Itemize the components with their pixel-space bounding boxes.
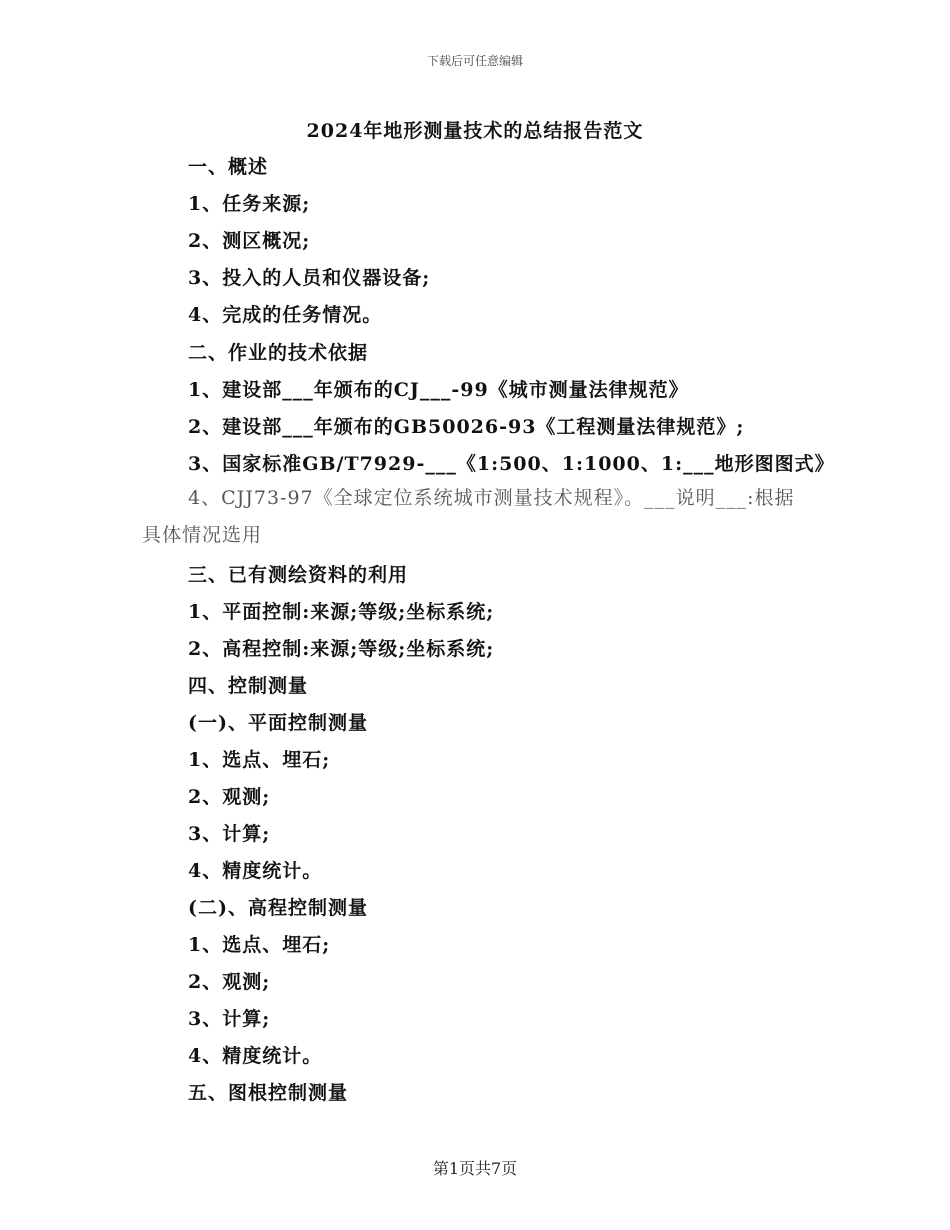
section-heading-map-root-control: 五、图根控制测量 [188, 1082, 349, 1104]
body-paragraph: 4、CJJ73-97《全球定位系统城市测量技术规程》。___说明___:根据具体情况选用 [142, 487, 795, 546]
list-item: 3、国家标准GB/T7929-___《1:500、1:1000、1:___地形图图式》 [188, 453, 835, 475]
list-item: 3、计算; [188, 823, 271, 845]
list-item: 2、测区概况; [188, 230, 311, 252]
list-item: 4、精度统计。 [188, 1045, 323, 1067]
section-heading-overview: 一、概述 [188, 156, 269, 178]
page-header-note: 下载后可任意编辑 [426, 54, 523, 68]
list-item: 1、选点、埋石; [188, 749, 331, 771]
list-item: 2、建设部___年颁布的GB50026-93《工程测量法律规范》; [188, 416, 745, 438]
list-item: 1、选点、埋石; [188, 934, 331, 956]
list-item: 1、建设部___年颁布的CJ___-99《城市测量法律规范》 [188, 379, 689, 401]
list-item: 2、高程控制:来源;等级;坐标系统; [188, 638, 495, 660]
list-item: 2、观测; [188, 971, 271, 993]
subsection-heading-elevation-control: (二)、高程控制测量 [188, 897, 368, 919]
page-number: 第1页共7页 [432, 1159, 518, 1178]
list-item: 2、观测; [188, 786, 271, 808]
section-heading-technical-basis: 二、作业的技术依据 [188, 342, 369, 364]
list-item: 1、任务来源; [188, 193, 311, 215]
section-heading-existing-data: 三、已有测绘资料的利用 [188, 564, 409, 586]
document-title: 2024年地形测量技术的总结报告范文 [306, 120, 644, 142]
list-item: 4、完成的任务情况。 [188, 304, 383, 326]
list-item: 4、精度统计。 [188, 860, 323, 882]
subsection-heading-plane-control: (一)、平面控制测量 [188, 712, 368, 734]
section-heading-control-survey: 四、控制测量 [188, 675, 309, 697]
list-item: 1、平面控制:来源;等级;坐标系统; [188, 601, 495, 623]
list-item: 3、投入的人员和仪器设备; [188, 267, 431, 289]
list-item: 3、计算; [188, 1008, 271, 1030]
